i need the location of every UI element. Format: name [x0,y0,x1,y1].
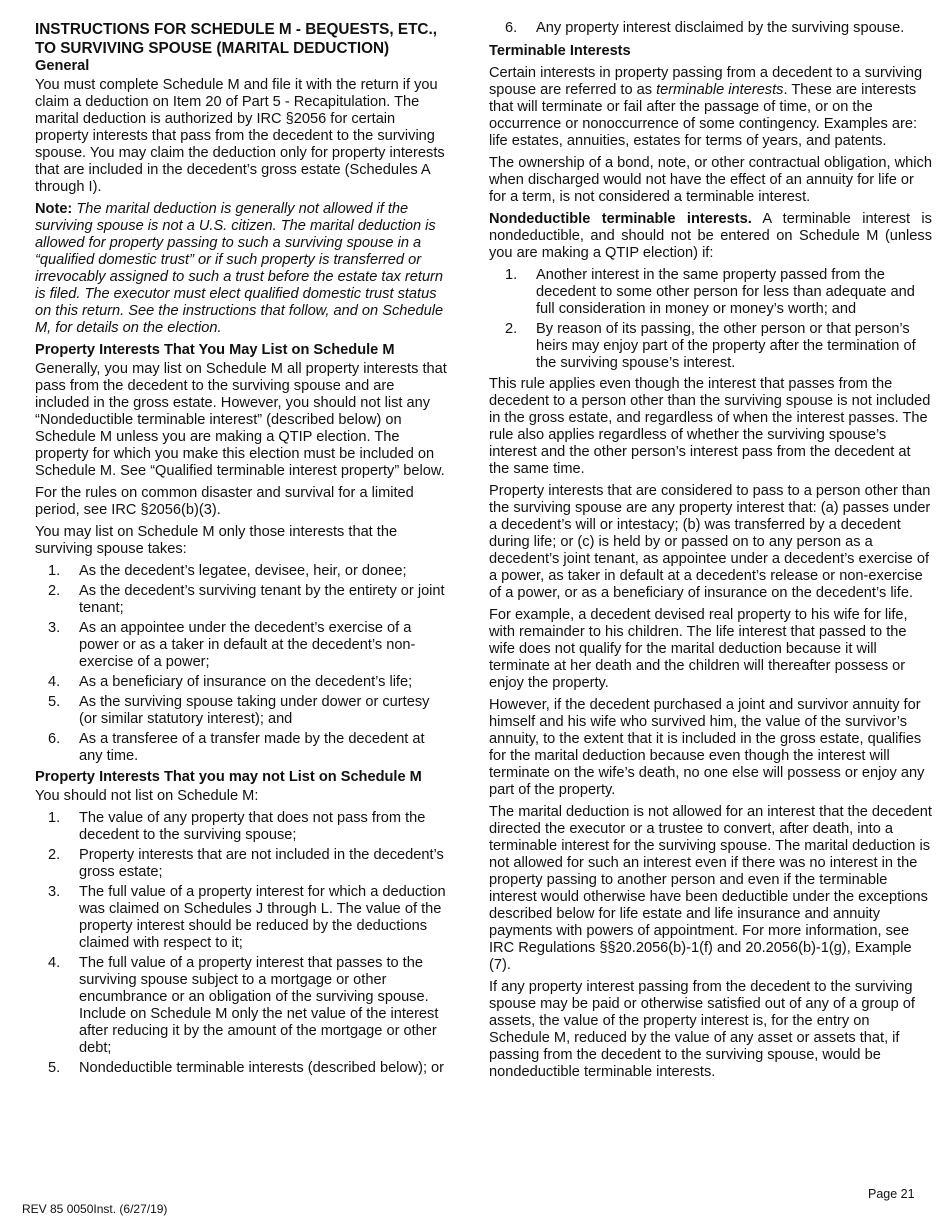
item-text: Any property interest disclaimed by the surviving spouse. [536,20,905,36]
section-title-line2: TO SURVIVING SPOUSE (MARITAL DEDUCTION) [35,40,390,57]
item-number: 4. [48,674,61,690]
page-number: Page 21 [868,1187,915,1201]
not-allowed-paragraph: The marital deduction is not allowed for an interest that the decedent directed the executor or a trustee to convert, after death, into a terminable interest for the surviving spouse. The marital deduction is not allowed for such an interest even if there was no interest in the property passing to another person and even if the terminable interest would otherwise have been deductible under the exceptions described below for life estate and life insurance and annuity payments with powers of appointment. For more information, see IRC Regulations §§20.2056(b)-1(f) and 20.2056(b)-1(g), Example (7). [489,804,932,973]
however-paragraph: However, if the decedent purchased a joint and survivor annuity for himself and his wife who survived him, the value of the survivor’s annuity, to the extent that it is included in the gross estate, qualifies for the marital deduction because even though the interest will terminate on the wife’s death, no one else will possess or enjoy any part of the property. [489,697,925,798]
list-item [35,731,448,765]
may-not-list-heading: Property Interests That you may not List on Schedule M [35,769,422,785]
may-not-list-continued [489,20,932,37]
item-number: 5. [48,1060,61,1076]
item-text: The full value of a property interest that passes to the surviving spouse subject to a mortgage or other encumbrance or an obligation of the surviving spouse. Include on Schedule M only the net value of the interest after reducing it by the amount of the mortgage or other debt; [79,955,439,1056]
note-paragraph [35,201,448,337]
item-number: 3. [48,884,61,900]
general-paragraph: You must complete Schedule M and file it with the return if you claim a deduction on Item 20 of Part 5 - Recapitulation. The marital deduction is authorized by IRC §2056 for certain property interests that pass from the decedent to the surviving spouse. You may claim the deduction only for property interests that are included in the decedent’s gross estate (Schedules A through I). [35,77,445,195]
item-text: By reason of its passing, the other person or that person’s heirs may enjoy part of the property after the termination of the surviving spouse’s interest. [536,321,916,371]
item-text: As an appointee under the decedent’s exercise of a power or as a taker in default at the decedent’s non-exercise of a power; [79,620,416,670]
list-item [489,20,932,37]
item-text: The full value of a property interest for which a deduction was claimed on Schedules J through L. The value of the property interest should be reduced by the deductions claimed with respect to it; [79,884,446,951]
item-text: Another interest in the same property passed from the decedent to some other person for less than adequate and full consideration in money or money’s worth; and [536,267,915,317]
list-item [35,563,448,580]
nondeductible-items [489,267,932,372]
item-number: 2. [505,321,518,337]
item-text: As a beneficiary of insurance on the decedent’s life; [79,674,413,690]
list-item [35,620,448,671]
item-text: Nondeductible terminable interests (described below); or [79,1060,445,1076]
terminable-interests-paragraph [489,65,932,150]
item-number: 6. [48,731,61,747]
item-text: As the surviving spouse taking under dower or curtesy (or similar statutory interest); and [79,694,430,727]
ownership-paragraph: The ownership of a bond, note, or other contractual obligation, which when discharged would not have the effect of an annuity for life or for a term, is not considered a terminable interest. [489,155,932,205]
item-number: 4. [48,955,61,971]
item-number: 6. [505,20,518,36]
example-paragraph: For example, a decedent devised real property to his wife for life, with remainder to his children. The life interest that passed to the wife does not qualify for the marital deduction because it will terminate at her death and the children will thereafter possess or enjoy the property. [489,607,908,691]
note-label: Note: [35,201,73,217]
item-number: 3. [48,620,61,636]
may-list-paragraph: Generally, you may list on Schedule M all property interests that pass from the decedent to the surviving spouse and are included in the gross estate. However, you should not list any “Nondeductible terminable interest” (described below) on Schedule M unless you are making a QTIP election. The property for which you make this election must be included on Schedule M. See “Qualified terminable interest property” below. [35,361,447,479]
list-item [489,321,932,372]
may-not-list-items [35,810,448,1077]
item-number: 2. [48,847,61,863]
list-item [35,884,448,952]
considered-to-pass-paragraph: Property interests that are considered to pass to a person other than the surviving spouse are any property interest that: (a) passes under a decedent’s will or intestacy; (b) was transferred by a decedent during life; or (c) is held by or passed on to any person as a decedent’s joint tenant, as appointee under a decedent’s exercise of a power, as taker in default at a decedent’s release or non-exercise of a power, or as a beneficiary of insurance on the decedent’s life. [489,483,931,601]
item-text: As the decedent’s surviving tenant by the entirety or joint tenant; [79,583,445,616]
item-number: 5. [48,694,61,710]
item-text: Property interests that are not included in the decedent’s gross estate; [79,847,444,880]
common-disaster-paragraph: For the rules on common disaster and survival for a limited period, see IRC §2056(b)(3). [35,485,414,518]
group-of-assets-paragraph: If any property interest passing from the decedent to the surviving spouse may be paid or otherwise satisfied out of any of a group of assets, the value of the property interest is, for the entry on Schedule M, reduced by the value of any asset or assets that, if passing from the decedent to the surviving spouse, would be nondeductible terminable interests. [489,979,915,1080]
list-item [35,847,448,881]
item-text: The value of any property that does not pass from the decedent to the surviving spouse; [79,810,426,843]
right-column [489,20,932,1086]
item-number: 1. [48,563,61,579]
list-item [35,583,448,617]
terminable-text-after: . These are interests that will terminate or fail after the passage of time, or on the occurrence or nonoccurrence of some contingency. Examples are: life estates, annuities, estates for terms of years, and patents. [489,82,918,149]
item-number: 2. [48,583,61,599]
terminable-interests-heading: Terminable Interests [489,43,631,59]
note-text: The marital deduction is generally not allowed if the surviving spouse is not a U.S. citizen. The marital deduction is allowed for property passing to such a surviving spouse in a “qualified domestic trust” or if such property is transferred or irrevocably assigned to such a trust before the estate tax return is filed. The executor must elect qualified domestic trust status on this return. See the instructions that follow, and on Schedule M, for details on the election. [35,201,444,336]
left-column [35,20,448,1081]
list-item [35,674,448,691]
nondeductible-paragraph [489,211,932,262]
general-heading: General [35,58,90,74]
list-item [35,1060,448,1077]
section-title-line1: INSTRUCTIONS FOR SCHEDULE M - BEQUESTS, ETC., [35,21,437,38]
item-number: 1. [505,267,518,283]
item-text: As the decedent’s legatee, devisee, heir, or donee; [79,563,407,579]
may-list-heading: Property Interests That You May List on Schedule M [35,342,395,358]
only-those-paragraph: You may list on Schedule M only those interests that the surviving spouse takes: [35,524,398,557]
nondeductible-text: A terminable interest is nondeductible, and should not be entered on Schedule M (unless you are making a QTIP election) if: [489,211,932,261]
terminable-text-before: Certain interests in property passing from a decedent to a surviving spouse are referred to as [489,65,923,98]
item-number: 1. [48,810,61,826]
list-item [35,810,448,844]
may-list-items [35,563,448,765]
terminable-italic-term: terminable interests [656,82,784,98]
rule-applies-paragraph: This rule applies even though the interest that passes from the decedent to a person other than the surviving spouse is not included in the gross estate, and regardless of when the interest passes. The rule also applies regardless of whether the surviving spouse’s interest and the other person’s interest pass from the decedent at the same time. [489,376,931,477]
list-item [35,955,448,1057]
may-not-intro: You should not list on Schedule M: [35,788,259,804]
list-item [35,694,448,728]
nondeductible-label: Nondeductible terminable interests. [489,211,752,227]
item-text: As a transferee of a transfer made by the decedent at any time. [79,731,425,764]
list-item [489,267,932,318]
form-identifier: REV 85 0050Inst. (6/27/19) [22,1202,168,1216]
